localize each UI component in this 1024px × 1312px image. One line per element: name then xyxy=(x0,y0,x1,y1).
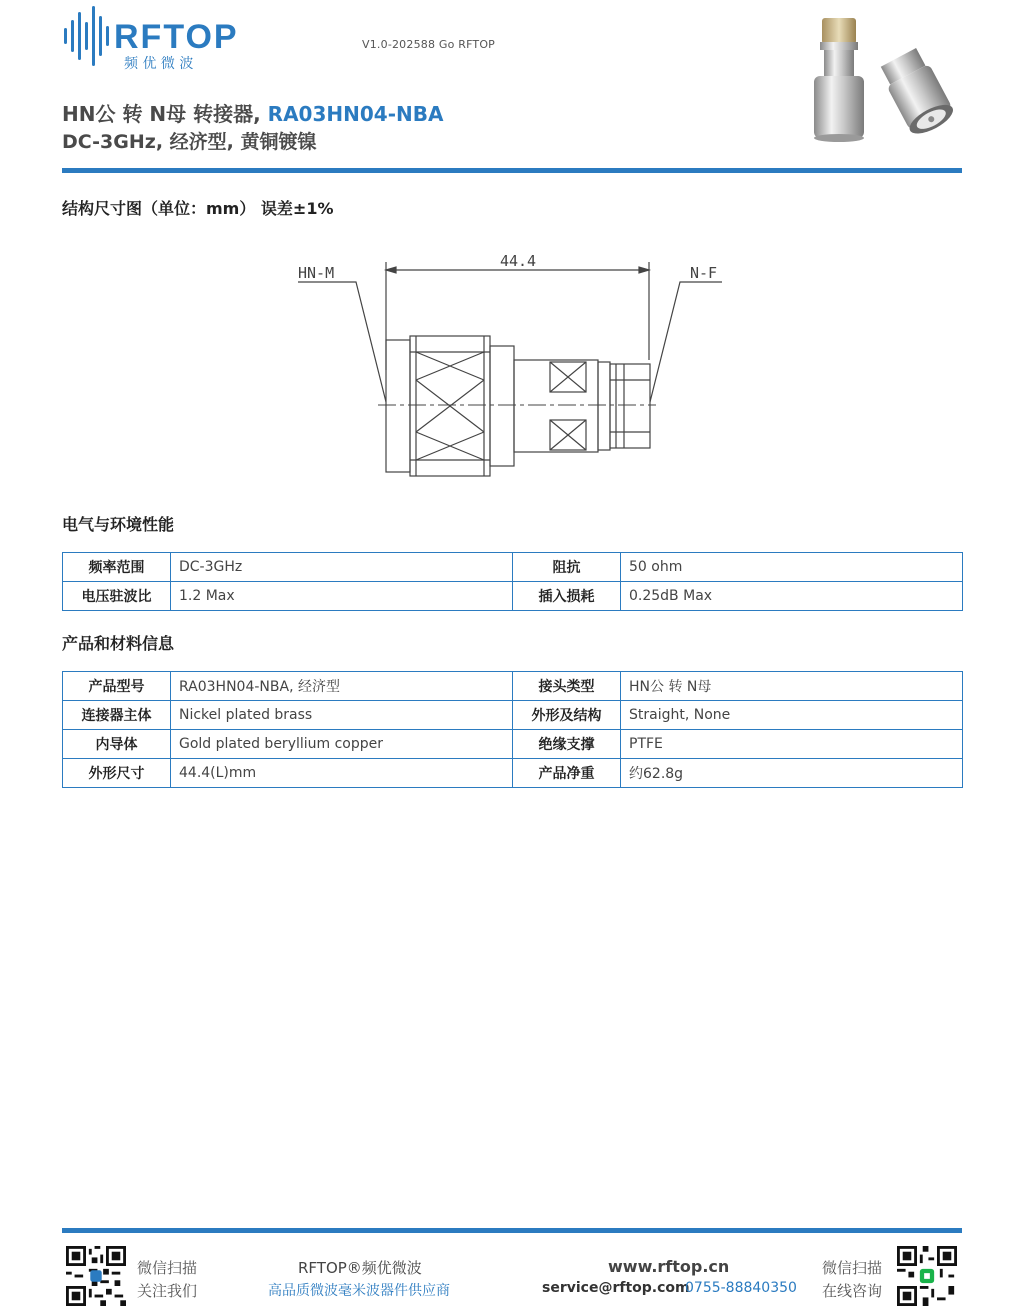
footer-website-link[interactable]: www.rftop.cn xyxy=(608,1257,730,1276)
wechat-consult-qr-code[interactable] xyxy=(897,1246,957,1306)
dimension-drawing xyxy=(290,240,740,485)
table-cell-label: 连接器主体 xyxy=(63,701,171,730)
table-cell-label: 产品型号 xyxy=(63,672,171,701)
title-prefix: HN公 转 N母 转接器, xyxy=(62,102,268,126)
product-table xyxy=(62,671,963,788)
table-row xyxy=(63,730,963,759)
footer-wechat-scan-label: 微信扫描 xyxy=(137,1259,198,1277)
table-cell-value: 1.2 Max xyxy=(171,582,513,611)
table-cell-label: 产品净重 xyxy=(513,759,621,788)
table-cell-value: HN公 转 N母 xyxy=(621,672,963,701)
electrical-table xyxy=(62,552,963,611)
rftop-logo xyxy=(62,2,272,74)
table-row xyxy=(63,701,963,730)
table-cell-label: 外形及结构 xyxy=(513,701,621,730)
document-version: V1.0-202588 Go RFTOP xyxy=(362,38,496,51)
table-cell-label: 插入损耗 xyxy=(513,582,621,611)
table-cell-value: 约62.8g xyxy=(621,759,963,788)
table-cell-value: DC-3GHz xyxy=(171,553,513,582)
electrical-heading: 电气与环境性能 xyxy=(62,515,175,534)
product-title xyxy=(62,98,443,127)
part-number: RA03HN04-NBA xyxy=(267,102,444,126)
header-divider xyxy=(62,168,962,173)
footer-divider xyxy=(62,1228,962,1233)
table-cell-label: 外形尺寸 xyxy=(63,759,171,788)
dimension-length-label: 44.4 xyxy=(499,252,537,270)
table-row xyxy=(63,672,963,701)
footer-phone[interactable]: 0755-88840350 xyxy=(685,1280,797,1296)
table-cell-value: 50 ohm xyxy=(621,553,963,582)
product-photo xyxy=(806,12,966,144)
table-cell-value: RA03HN04-NBA, 经济型 xyxy=(171,672,513,701)
product-subtitle: DC-3GHz, 经济型, 黄铜镀镍 xyxy=(62,131,317,153)
table-cell-value: 44.4(L)mm xyxy=(171,759,513,788)
table-row xyxy=(63,582,963,611)
n-f-label: N-F xyxy=(690,264,718,282)
product-heading: 产品和材料信息 xyxy=(62,634,175,653)
table-cell-label: 阻抗 xyxy=(513,553,621,582)
footer-brand: RFTOP®频优微波 xyxy=(298,1259,422,1277)
table-cell-label: 接头类型 xyxy=(513,672,621,701)
table-cell-label: 绝缘支撑 xyxy=(513,730,621,759)
table-cell-value: 0.25dB Max xyxy=(621,582,963,611)
table-row xyxy=(63,553,963,582)
wechat-follow-qr-code[interactable] xyxy=(66,1246,126,1306)
table-cell-value: Straight, None xyxy=(621,701,963,730)
logo-text: RFTOP xyxy=(114,18,239,56)
table-cell-label: 电压驻波比 xyxy=(63,582,171,611)
table-cell-label: 频率范围 xyxy=(63,553,171,582)
footer-consult-label: 在线咨询 xyxy=(822,1282,883,1300)
footer-wechat-scan-label-right: 微信扫描 xyxy=(822,1259,883,1277)
table-cell-label: 内导体 xyxy=(63,730,171,759)
logo-subtext: 频 优 微 波 xyxy=(124,56,194,72)
footer-tagline: 高品质微波毫米波器件供应商 xyxy=(268,1283,450,1299)
table-cell-value: Gold plated beryllium copper xyxy=(171,730,513,759)
table-row xyxy=(63,759,963,788)
footer-follow-us-label: 关注我们 xyxy=(137,1282,198,1300)
table-cell-value: Nickel plated brass xyxy=(171,701,513,730)
footer-email-link[interactable]: service@rftop.com xyxy=(542,1280,690,1296)
drawing-heading: 结构尺寸图（单位：mm） 误差±1% xyxy=(62,199,334,218)
hn-m-label: HN-M xyxy=(298,264,335,282)
table-cell-value: PTFE xyxy=(621,730,963,759)
